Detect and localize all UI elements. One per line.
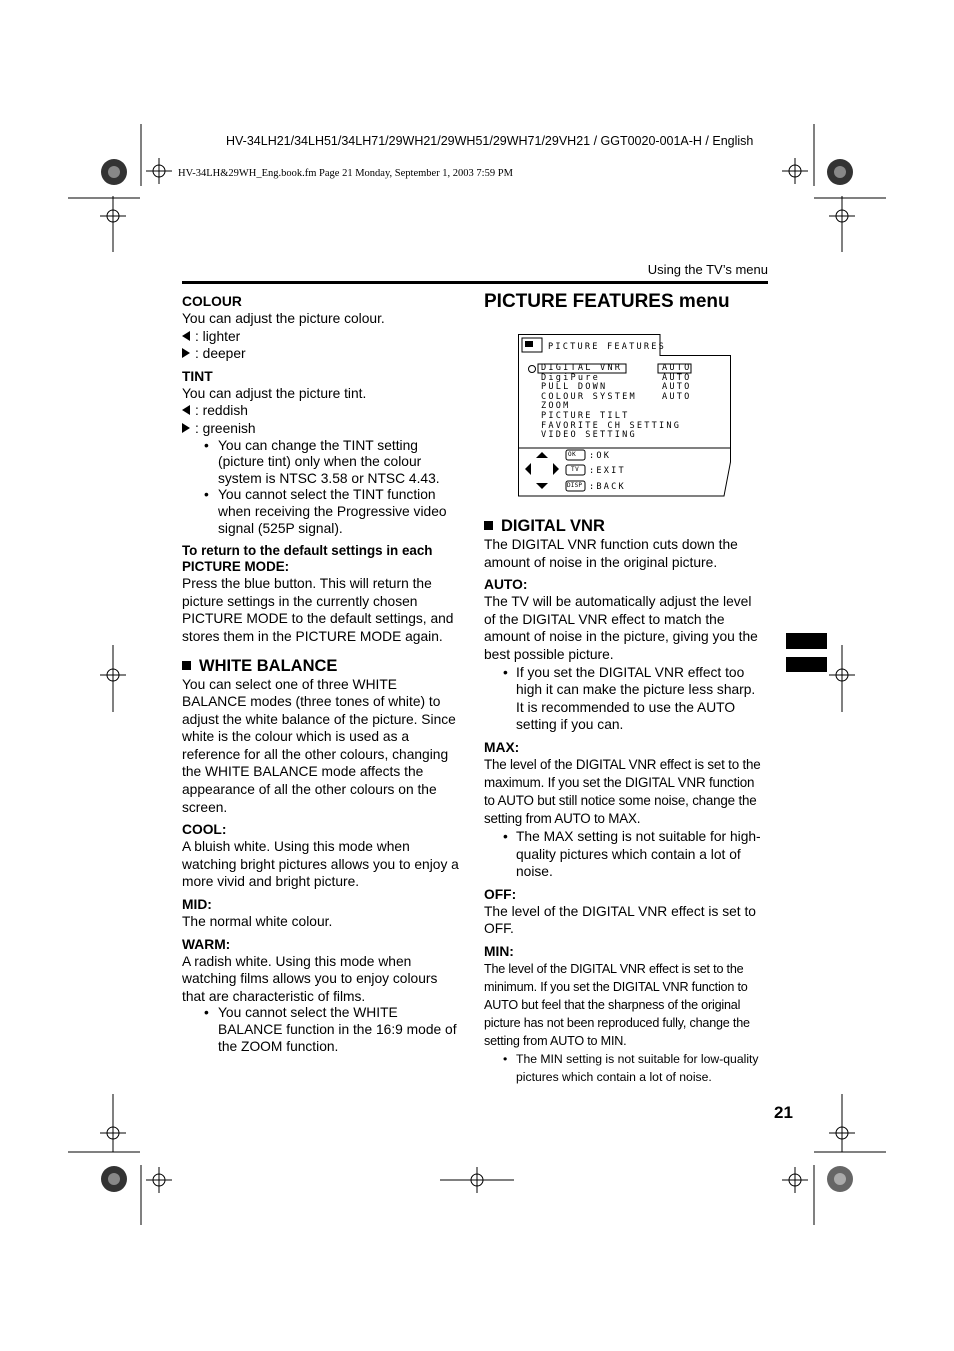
right-column [484, 516, 766, 1086]
tint-right-line: : greenish [182, 420, 462, 438]
colour-heading: COLOUR [182, 294, 242, 309]
colour-left-line: : lighter [182, 328, 462, 346]
key-tv-action: :EXIT [589, 466, 626, 476]
warm-body: A radish white. Using this mode when watching films allows you to enjoy colours that are characteristic of films. [182, 953, 438, 1004]
menu-tab-label: PICTURE FEATURES [548, 342, 666, 352]
menu-value-list [662, 364, 692, 402]
white-balance-bullet: • You cannot select the WHITE BALANCE function in the 16:9 mode of the ZOOM function. [182, 1005, 462, 1055]
white-balance-heading: WHITE BALANCE [182, 656, 462, 676]
menu-value: AUTO [662, 382, 692, 393]
menu-item[interactable]: PULL DOWN [541, 382, 608, 393]
square-bullet-icon [484, 521, 493, 530]
tint-desc: You can adjust the picture tint. [182, 385, 367, 401]
tint-bullet-1: • You can change the TINT setting (picture tint) only when the colour system is NTSC 3.58 or NTSC 4.43. [182, 438, 462, 488]
digital-vnr-heading: DIGITAL VNR [484, 516, 766, 536]
model-line: HV-34LH21/34LH51/34LH71/29WH21/29WH51/29WH71/29VH21 / GGT0020-001A-H / English [226, 134, 754, 148]
off-heading: OFF: [484, 886, 517, 902]
page-number: 21 [774, 1103, 793, 1122]
menu-item[interactable]: VIDEO SETTING [541, 430, 637, 441]
key-ok-action: :OK [589, 451, 612, 461]
default-body: Press the blue button. This will return the picture settings in the currently chosen PICTURE MODE to the default settings, and stores them in the PICTURE MODE again. [182, 576, 454, 644]
section-title: Using the TV’s menu [647, 262, 768, 277]
key-disp: DISP [567, 482, 583, 489]
key-disp-action: :BACK [589, 482, 626, 492]
off-body: The level of the DIGITAL VNR effect is set to OFF. [484, 903, 756, 937]
left-triangle-icon [182, 331, 190, 341]
mid-body: The normal white colour. [182, 914, 333, 930]
auto-bullet: • If you set the DIGITAL VNR effect too high it can make the picture less sharp. It is recommended to use the AUTO setting if you can. [484, 664, 766, 734]
menu-item[interactable]: ZOOM [541, 401, 571, 412]
colour-right-line: : deeper [182, 345, 462, 363]
cool-body: A bluish white. Using this mode when watching bright pictures allows you to enjoy a more vivid and bright picture. [182, 839, 459, 890]
menu-item[interactable]: DIGITAL VNR [541, 363, 623, 373]
min-bullet: • The MIN setting is not suitable for low-quality pictures which contain a lot of noise. [484, 1050, 766, 1086]
min-body: The level of the DIGITAL VNR effect is set to the minimum. If you set the DIGITAL VNR function to AUTO but feel that the sharpness of the original picture has not been reproduced fully, change the setting from AUTO to MIN. [484, 961, 750, 1048]
digital-vnr-intro: The DIGITAL VNR function cuts down the amount of noise in the original picture. [484, 537, 738, 570]
square-bullet-icon [182, 661, 191, 670]
min-heading: MIN: [484, 943, 514, 959]
menu-value: AUTO [662, 372, 692, 383]
cool-heading: COOL: [182, 822, 227, 838]
file-info-line: HV-34LH&29WH_Eng.book.fm Page 21 Monday, September 1, 2003 7:59 PM [178, 168, 513, 179]
menu-diagram [518, 334, 732, 498]
right-triangle-icon [182, 423, 190, 433]
left-triangle-icon [182, 405, 190, 415]
default-heading: To return to the default settings in each PICTURE MODE: [182, 543, 433, 575]
tint-bullet-2: • You cannot select the TINT function when receiving the Progressive video signal (525P signal). [182, 487, 462, 537]
menu-item[interactable]: DigiPure [541, 372, 600, 383]
menu-item[interactable]: COLOUR SYSTEM [541, 391, 637, 402]
tint-heading: TINT [182, 368, 213, 384]
colour-desc: You can adjust the picture colour. [182, 311, 385, 326]
max-bullet: • The MAX setting is not suitable for high-quality pictures which contain a lot of noise. [484, 828, 766, 881]
auto-heading: AUTO: [484, 577, 528, 593]
mid-heading: MID: [182, 897, 212, 913]
menu-value: AUTO [662, 391, 692, 402]
menu-item-list [541, 364, 681, 441]
right-triangle-icon [182, 348, 190, 358]
key-tv: TV [571, 466, 580, 473]
picture-features-title: PICTURE FEATURES menu [484, 291, 730, 312]
key-ok: OK [568, 451, 577, 458]
white-balance-body: You can select one of three WHITE BALANCE modes (three tones of white) to adjust the white balance of the picture. Since white is the colour which is used as a reference for all the other colours, changing the WHITE BALANCE mode affects the appearance of all the other colours on the screen. [182, 676, 456, 815]
max-body: The level of the DIGITAL VNR effect is set to the maximum. If you set the DIGITAL VNR function to AUTO but still notice some noise, change the setting from AUTO to MAX. [484, 756, 761, 826]
menu-item[interactable]: FAVORITE CH SETTING [541, 420, 682, 431]
warm-heading: WARM: [182, 936, 231, 952]
tint-left-line: : reddish [182, 402, 462, 420]
max-heading: MAX: [484, 739, 520, 755]
menu-item[interactable]: PICTURE TILT [541, 410, 630, 421]
menu-value: AUTO [662, 363, 692, 373]
left-column [182, 294, 462, 1055]
auto-body: The TV will be automatically adjust the level of the DIGITAL VNR effect to match the amount of noise in the picture, giving you the best possible picture. [484, 594, 758, 662]
